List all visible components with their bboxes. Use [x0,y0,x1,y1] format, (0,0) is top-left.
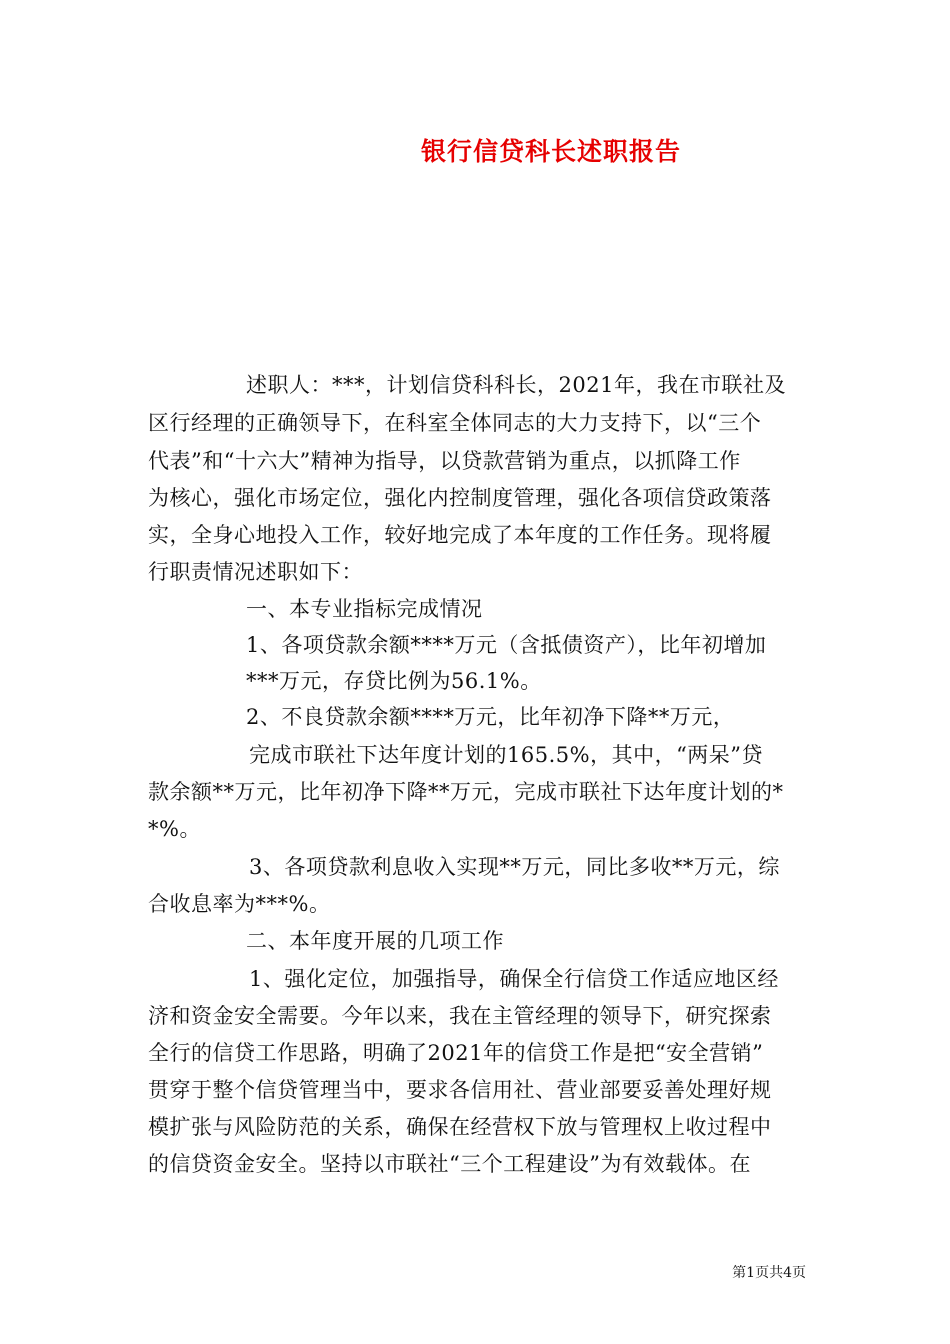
body-line-8: ***万元，存贷比例为56.1%。 [246,669,542,693]
body-line-12: *%。 [148,817,201,841]
body-line-19: 模扩张与风险防范的关系，确保在经营权下放与管理权上收过程中 [148,1115,772,1139]
body-line-1: 述职人：***，计划信贷科科长，2021年，我在市联社及 [246,373,786,397]
body-line-18: 贯穿于整个信贷管理当中，要求各信用社、营业部要妥善处理好规 [148,1078,772,1102]
body-line-20: 的信贷资金安全。坚持以市联社“三个工程建设”为有效载体。在 [148,1152,751,1176]
body-line-6: 行职责情况述职如下： [148,560,363,584]
body-line-9: 2、不良贷款余额****万元，比年初净下降**万元， [246,705,735,729]
body-line-3: 代表”和“十六大”精神为指导，以贷款营销为重点，以抓降工作 [148,449,741,473]
body-line-16: 济和资金安全需要。今年以来，我在主管经理的领导下，研究探索 [148,1004,772,1028]
body-line-17: 全行的信贷工作思路，明确了2021年的信贷工作是把“安全营销” [148,1041,764,1065]
page-footer: 第1页共4页 [732,1265,806,1281]
body-line-4: 为核心，强化市场定位，强化内控制度管理，强化各项信贷政策落 [148,486,772,510]
body-line-15: 1、强化定位，加强指导，确保全行信贷工作适应地区经 [249,967,779,991]
body-line-13: 3、各项贷款利息收入实现**万元，同比多收**万元，综 [249,855,780,879]
body-line-7: 1、各项贷款余额****万元（含抵债资产），比年初增加 [246,633,767,657]
body-line-2: 区行经理的正确领导下，在科室全体同志的大力支持下，以“三个 [148,411,762,435]
body-line-10: 完成市联社下达年度计划的165.5%，其中，“两呆”贷 [249,743,764,767]
body-line-5: 实，全身心地投入工作，较好地完成了本年度的工作任务。现将履 [148,523,772,547]
document-title: 银行信贷科长述职报告 [420,137,681,166]
body-line-14: 合收息率为***%。 [148,892,331,916]
body-line-11: 款余额**万元，比年初净下降**万元，完成市联社下达年度计划的* [148,780,784,804]
section-heading-2: 二、本年度开展的几项工作 [246,929,504,953]
section-heading-1: 一、本专业指标完成情况 [246,597,483,621]
